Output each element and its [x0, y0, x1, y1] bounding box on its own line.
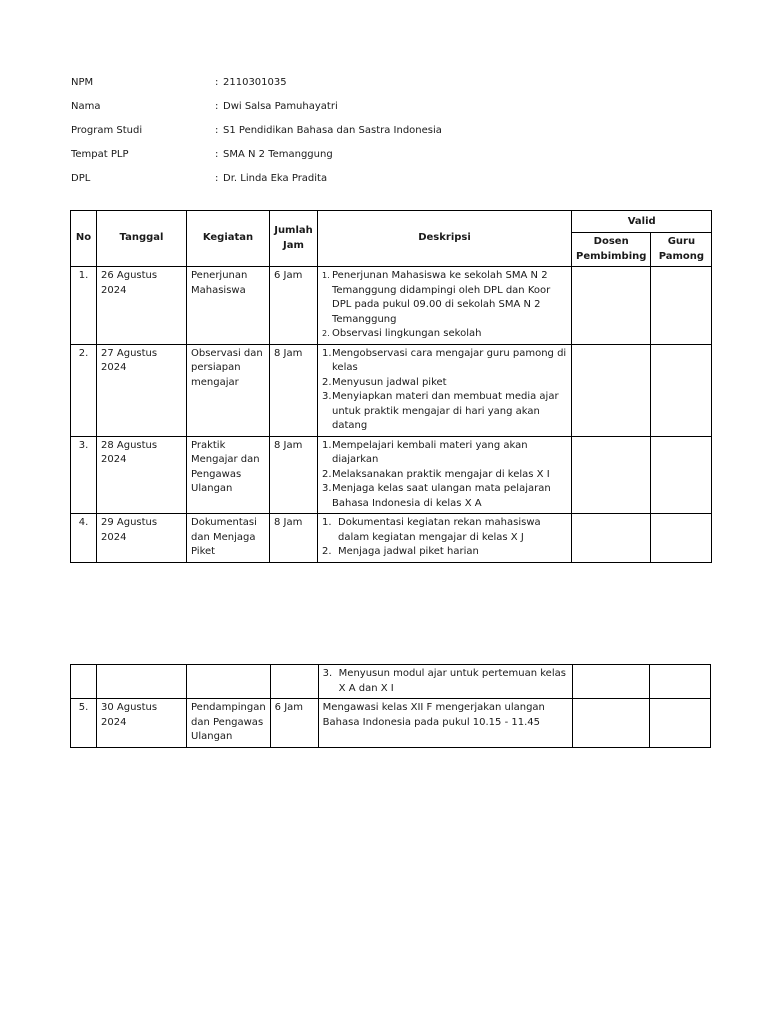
header-deskripsi: Deskripsi [318, 211, 572, 267]
cell-jam [270, 665, 318, 699]
info-colon: : [215, 172, 219, 184]
list-item [322, 516, 567, 545]
cell-no: 4. [71, 514, 97, 563]
activity-table [70, 210, 712, 563]
list-item-number: 3. [322, 668, 333, 679]
cell-kegiatan: Pendampingan dan Pengawas Ulangan [187, 699, 271, 748]
deskripsi-list [322, 439, 567, 512]
cell-guru-pamong [651, 267, 712, 345]
list-item [322, 482, 567, 511]
table-row [71, 436, 712, 514]
cell-tanggal [97, 665, 187, 699]
info-row-nama [71, 94, 442, 118]
cell-kegiatan: Praktik Mengajar dan Pengawas Ulangan [187, 436, 270, 514]
cell-tanggal: 26 Agustus 2024 [97, 267, 187, 345]
cell-kegiatan: Observasi dan persiapan mengajar [187, 344, 270, 436]
info-row-npm [71, 70, 442, 94]
list-item-text: Mengobservasi cara mengajar guru pamong di kelas [332, 347, 567, 373]
list-item-text: Melaksanakan praktik mengajar di kelas X I [332, 468, 550, 480]
list-item-number: 3. [322, 391, 332, 402]
cell-guru-pamong [649, 665, 710, 699]
info-value: S1 Pendidikan Bahasa dan Sastra Indonesia [223, 124, 442, 136]
header-dosen-pembimbing: Dosen Pembimbing [572, 233, 651, 267]
list-item [322, 545, 567, 560]
info-row-dpl [71, 166, 442, 190]
cell-dosen-pembimbing [572, 699, 649, 748]
cell-guru-pamong [649, 699, 710, 748]
header-no: No [71, 211, 97, 267]
table-row [71, 267, 712, 345]
list-item [322, 439, 567, 468]
list-item-number: 1. [322, 271, 330, 280]
deskripsi-list [322, 347, 567, 434]
cell-no: 1. [71, 267, 97, 345]
list-item [322, 376, 567, 391]
cell-tanggal: 27 Agustus 2024 [97, 344, 187, 436]
table-row [71, 665, 711, 699]
cell-dosen-pembimbing [572, 665, 649, 699]
list-item-text: Menyusun modul ajar untuk pertemuan kelas X A dan X I [338, 668, 566, 694]
info-colon: : [215, 100, 219, 112]
header-tanggal: Tanggal [97, 211, 187, 267]
info-label: Program Studi [71, 124, 143, 136]
cell-no: 5. [71, 699, 97, 748]
cell-deskripsi [318, 665, 572, 699]
list-item [322, 468, 567, 483]
cell-deskripsi [318, 514, 572, 563]
list-item-text: Mempelajari kembali materi yang akan diajarkan [332, 439, 528, 465]
list-item-text: Menyusun jadwal piket [332, 376, 447, 388]
cell-jam: 6 Jam [270, 267, 318, 345]
info-value: 2110301035 [223, 76, 287, 88]
list-item-text: Dokumentasi kegiatan rekan mahasiswa dalam kegiatan mengajar di kelas X J [338, 517, 541, 543]
info-value: Dwi Salsa Pamuhayatri [223, 100, 338, 112]
cell-jam: 8 Jam [270, 344, 318, 436]
deskripsi-list [322, 269, 567, 342]
student-info [71, 70, 442, 190]
list-item [322, 269, 567, 327]
list-item-text: Menyiapkan materi dan membuat media ajar untuk praktik mengajar di hari yang akan datang [332, 391, 559, 431]
info-label: DPL [71, 172, 91, 184]
list-item-number: 1. [322, 517, 332, 528]
cell-jam: 8 Jam [270, 436, 318, 514]
cell-deskripsi [318, 436, 572, 514]
activity-table-continuation [70, 664, 711, 748]
deskripsi-list [323, 667, 568, 696]
list-item-number: 2. [322, 329, 330, 338]
info-value: Dr. Linda Eka Pradita [223, 172, 328, 184]
info-colon: : [215, 148, 219, 160]
header-guru-pamong: Guru Pamong [651, 233, 712, 267]
table-row [71, 699, 711, 748]
cell-no: 2. [71, 344, 97, 436]
info-label: Tempat PLP [71, 148, 129, 160]
cell-dosen-pembimbing [572, 514, 651, 563]
cell-deskripsi: Mengawasi kelas XII F mengerjakan ulangan Bahasa Indonesia pada pukul 10.15 - 11.45 [318, 699, 572, 748]
cell-deskripsi [318, 344, 572, 436]
list-item-number: 2. [322, 546, 332, 557]
cell-kegiatan: Penerjunan Mahasiswa [187, 267, 270, 345]
cell-kegiatan [187, 665, 271, 699]
cell-no: 3. [71, 436, 97, 514]
cell-dosen-pembimbing [572, 344, 651, 436]
cell-tanggal: 30 Agustus 2024 [97, 699, 187, 748]
info-label: Nama [71, 100, 101, 112]
info-row-tempat-plp [71, 142, 442, 166]
deskripsi-list [322, 516, 567, 560]
list-item-number: 3. [322, 483, 332, 494]
cell-jam: 6 Jam [270, 699, 318, 748]
cell-tanggal: 28 Agustus 2024 [97, 436, 187, 514]
cell-no [71, 665, 97, 699]
cell-dosen-pembimbing [572, 436, 651, 514]
list-item-number: 1. [322, 439, 332, 451]
cell-guru-pamong [651, 436, 712, 514]
table-row [71, 514, 712, 563]
header-jumlah-jam: Jumlah Jam [270, 211, 318, 267]
info-value: SMA N 2 Temanggung [223, 148, 333, 160]
cell-tanggal: 29 Agustus 2024 [97, 514, 187, 563]
cell-kegiatan: Dokumentasi dan Menjaga Piket [187, 514, 270, 563]
header-kegiatan: Kegiatan [187, 211, 270, 267]
cell-deskripsi [318, 267, 572, 345]
table-row [71, 344, 712, 436]
list-item [322, 327, 567, 342]
cell-guru-pamong [651, 514, 712, 563]
list-item-text: Menjaga kelas saat ulangan mata pelajaran Bahasa Indonesia di kelas X A [332, 483, 551, 509]
list-item-text: Observasi lingkungan sekolah [332, 328, 482, 339]
header-valid: Valid [572, 211, 712, 233]
list-item-number: 2. [322, 468, 332, 480]
list-item-text: Menjaga jadwal piket harian [338, 546, 479, 557]
list-item-text: Penerjunan Mahasiswa ke sekolah SMA N 2 Temanggung didampingi oleh DPL dan Koor DPL pada pukul 09.00 di sekolah SMA N 2 Temanggung [332, 270, 551, 325]
cell-jam: 8 Jam [270, 514, 318, 563]
list-item [323, 667, 568, 696]
info-colon: : [215, 124, 219, 136]
list-item-number: 1. [322, 347, 332, 359]
info-label: NPM [71, 76, 94, 88]
list-item [322, 347, 567, 376]
cell-guru-pamong [651, 344, 712, 436]
info-row-program-studi [71, 118, 442, 142]
list-item [322, 390, 567, 434]
list-item-number: 2. [322, 376, 332, 388]
cell-dosen-pembimbing [572, 267, 651, 345]
info-colon: : [215, 76, 219, 88]
